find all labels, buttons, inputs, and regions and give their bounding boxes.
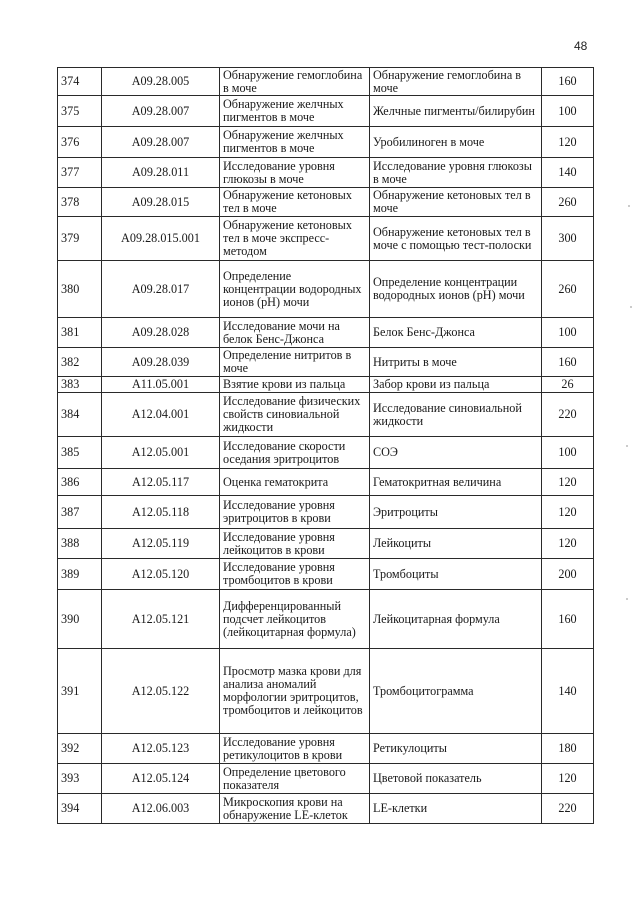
service-name: Определение нитритов в моче [220, 348, 370, 377]
table-row [58, 96, 594, 127]
result-name: Цветовой показатель [370, 764, 542, 794]
table-row [58, 496, 594, 529]
price: 220 [542, 794, 594, 824]
service-name: Исследование скорости оседания эритроцитов [220, 437, 370, 469]
result-name: LE-клетки [370, 794, 542, 824]
row-number: 380 [58, 261, 102, 318]
service-code: A12.05.122 [102, 649, 220, 734]
service-name: Просмотр мазка крови для анализа аномалий морфологии эритроцитов, тромбоцитов и лейкоцитов [220, 649, 370, 734]
table-row [58, 529, 594, 559]
price: 160 [542, 348, 594, 377]
service-name: Обнаружение желчных пигментов в моче [220, 96, 370, 127]
service-code: A12.05.119 [102, 529, 220, 559]
service-code: A12.05.117 [102, 469, 220, 496]
price: 120 [542, 764, 594, 794]
result-name: Ретикулоциты [370, 734, 542, 764]
service-name: Обнаружение кетоновых тел в моче экспресс-методом [220, 217, 370, 261]
result-name: Тромбоцитограмма [370, 649, 542, 734]
price: 180 [542, 734, 594, 764]
table-body [58, 68, 594, 824]
row-number: 374 [58, 68, 102, 96]
result-name: Белок Бенс-Джонса [370, 318, 542, 348]
service-name: Микроскопия крови на обнаружение LE-клеток [220, 794, 370, 824]
price: 120 [542, 496, 594, 529]
service-code: A12.05.123 [102, 734, 220, 764]
price: 140 [542, 649, 594, 734]
table-row [58, 188, 594, 217]
service-name: Обнаружение кетоновых тел в моче [220, 188, 370, 217]
service-code: A09.28.039 [102, 348, 220, 377]
row-number: 379 [58, 217, 102, 261]
result-name: Уробилиноген в моче [370, 127, 542, 158]
service-code: A09.28.015.001 [102, 217, 220, 261]
row-number: 393 [58, 764, 102, 794]
price: 120 [542, 127, 594, 158]
price: 220 [542, 393, 594, 437]
row-number: 389 [58, 559, 102, 590]
service-code: A09.28.028 [102, 318, 220, 348]
row-number: 386 [58, 469, 102, 496]
table-row [58, 393, 594, 437]
service-code: A12.06.003 [102, 794, 220, 824]
row-number: 381 [58, 318, 102, 348]
table-row [58, 794, 594, 824]
row-number: 391 [58, 649, 102, 734]
result-name: Обнаружение гемоглобина в моче [370, 68, 542, 96]
table-row [58, 158, 594, 188]
service-name: Исследование уровня лейкоцитов в крови [220, 529, 370, 559]
row-number: 383 [58, 377, 102, 393]
service-code: A12.05.124 [102, 764, 220, 794]
service-code: A12.05.118 [102, 496, 220, 529]
service-name: Исследование уровня тромбоцитов в крови [220, 559, 370, 590]
result-name: Исследование синовиальной жидкости [370, 393, 542, 437]
table-row [58, 217, 594, 261]
result-name: Обнаружение кетоновых тел в моче [370, 188, 542, 217]
result-name: Обнаружение кетоновых тел в моче с помощью тест-полоски [370, 217, 542, 261]
result-name: Лейкоциты [370, 529, 542, 559]
service-name: Исследование уровня глюкозы в моче [220, 158, 370, 188]
result-name: Нитриты в моче [370, 348, 542, 377]
price: 160 [542, 68, 594, 96]
row-number: 382 [58, 348, 102, 377]
result-name: Гематокритная величина [370, 469, 542, 496]
service-name: Обнаружение гемоглобина в моче [220, 68, 370, 96]
service-code: A09.28.011 [102, 158, 220, 188]
row-number: 378 [58, 188, 102, 217]
table-row [58, 68, 594, 96]
service-name: Исследование физических свойств синовиальной жидкости [220, 393, 370, 437]
page-number: 48 [574, 39, 588, 53]
table-row [58, 559, 594, 590]
price: 300 [542, 217, 594, 261]
service-code: A09.28.007 [102, 96, 220, 127]
price: 200 [542, 559, 594, 590]
service-code: A09.28.015 [102, 188, 220, 217]
service-code: A09.28.017 [102, 261, 220, 318]
row-number: 375 [58, 96, 102, 127]
scan-speck [626, 598, 628, 600]
price: 140 [542, 158, 594, 188]
row-number: 385 [58, 437, 102, 469]
table-row [58, 318, 594, 348]
scan-speck [628, 205, 630, 207]
row-number: 376 [58, 127, 102, 158]
service-name: Дифференцированный подсчет лейкоцитов (лейкоцитарная формула) [220, 590, 370, 649]
result-name: Тромбоциты [370, 559, 542, 590]
service-code: A11.05.001 [102, 377, 220, 393]
price: 100 [542, 318, 594, 348]
service-code: A12.04.001 [102, 393, 220, 437]
result-name: Исследование уровня глюкозы в моче [370, 158, 542, 188]
service-name: Определение концентрации водородных ионов (pH) мочи [220, 261, 370, 318]
table-row [58, 649, 594, 734]
price: 120 [542, 469, 594, 496]
price: 100 [542, 437, 594, 469]
service-name: Исследование уровня эритроцитов в крови [220, 496, 370, 529]
row-number: 392 [58, 734, 102, 764]
price: 260 [542, 188, 594, 217]
service-name: Обнаружение желчных пигментов в моче [220, 127, 370, 158]
table-row [58, 469, 594, 496]
row-number: 390 [58, 590, 102, 649]
row-number: 394 [58, 794, 102, 824]
result-name: Забор крови из пальца [370, 377, 542, 393]
service-name: Взятие крови из пальца [220, 377, 370, 393]
result-name: Желчные пигменты/билирубин [370, 96, 542, 127]
table-row [58, 377, 594, 393]
row-number: 377 [58, 158, 102, 188]
service-code: A12.05.120 [102, 559, 220, 590]
service-name: Исследование мочи на белок Бенс-Джонса [220, 318, 370, 348]
price: 100 [542, 96, 594, 127]
service-name: Исследование уровня ретикулоцитов в крови [220, 734, 370, 764]
row-number: 387 [58, 496, 102, 529]
service-name: Определение цветового показателя [220, 764, 370, 794]
table-row [58, 734, 594, 764]
price: 120 [542, 529, 594, 559]
table-row [58, 437, 594, 469]
result-name: Определение концентрации водородных ионов (pH) мочи [370, 261, 542, 318]
table-row [58, 261, 594, 318]
table-row [58, 127, 594, 158]
price: 26 [542, 377, 594, 393]
row-number: 388 [58, 529, 102, 559]
row-number: 384 [58, 393, 102, 437]
services-price-table [57, 67, 594, 824]
service-name: Оценка гематокрита [220, 469, 370, 496]
service-code: A12.05.121 [102, 590, 220, 649]
result-name: Эритроциты [370, 496, 542, 529]
price: 160 [542, 590, 594, 649]
service-code: A09.28.007 [102, 127, 220, 158]
scan-speck [630, 306, 632, 308]
price: 260 [542, 261, 594, 318]
service-code: A12.05.001 [102, 437, 220, 469]
service-code: A09.28.005 [102, 68, 220, 96]
result-name: СОЭ [370, 437, 542, 469]
table-row [58, 590, 594, 649]
scan-speck [626, 445, 628, 447]
result-name: Лейкоцитарная формула [370, 590, 542, 649]
table-row [58, 348, 594, 377]
table-row [58, 764, 594, 794]
